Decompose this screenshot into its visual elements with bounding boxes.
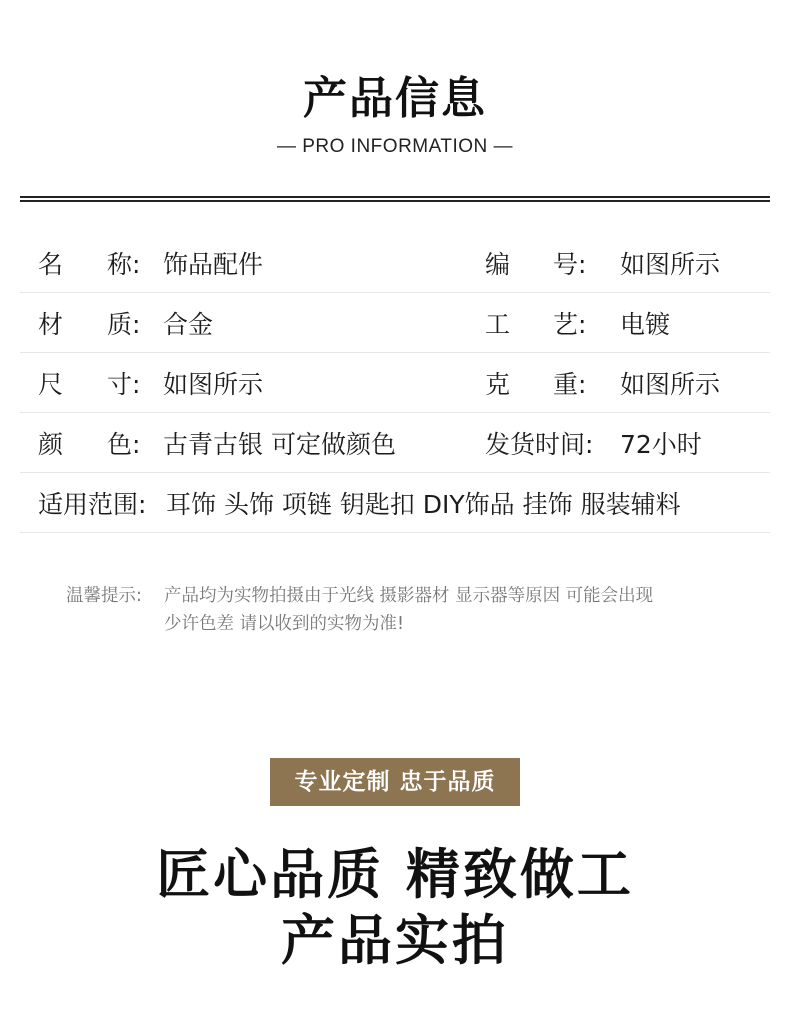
- spec-row: [20, 233, 770, 293]
- spec-value: 电镀: [620, 310, 671, 339]
- spec-label: 寸:: [107, 370, 141, 399]
- headline: 匠心品质 精致做工: [156, 843, 634, 906]
- spec-value: 如图所示: [620, 250, 721, 279]
- spec-value: 耳饰 头饰 项链 钥匙扣 DIY饰品 挂饰 服装辅料: [166, 490, 681, 519]
- badge: 专业定制 忠于品质: [270, 758, 520, 806]
- spec-label: 号:: [553, 250, 587, 279]
- spec-table: [20, 233, 770, 533]
- spec-label: 发货时间:: [485, 430, 594, 459]
- spec-label: 工: [485, 310, 511, 339]
- notice-label: 温馨提示:: [66, 586, 142, 606]
- spec-label: 克: [485, 370, 511, 399]
- spec-value: 如图所示: [620, 370, 721, 399]
- spec-label: 艺:: [553, 310, 587, 339]
- section-title: 产品信息: [303, 73, 487, 124]
- spec-label: 颜: [38, 430, 64, 459]
- notice-text: 少许色差 请以收到的实物为准!: [164, 614, 405, 634]
- spec-label: 适用范围:: [38, 490, 147, 519]
- spec-label: 质:: [107, 310, 141, 339]
- spec-value: 如图所示: [163, 370, 264, 399]
- spec-row: [20, 413, 770, 473]
- spec-label: 材: [38, 310, 64, 339]
- headline: 产品实拍: [281, 909, 509, 972]
- notice-text: 产品均为实物拍摄由于光线 摄影器材 显示器等原因 可能会出现: [164, 586, 654, 606]
- spec-label: 名: [38, 250, 64, 279]
- spec-row-usage: [20, 473, 770, 533]
- spec-value: 合金: [163, 310, 214, 339]
- spec-value: 72小时: [620, 430, 702, 459]
- section-subtitle: — PRO INFORMATION —: [276, 136, 514, 157]
- spec-label: 称:: [107, 250, 141, 279]
- double-divider: [20, 196, 770, 202]
- spec-label: 尺: [38, 370, 64, 399]
- spec-value: 饰品配件: [163, 250, 264, 279]
- spec-label: 色:: [107, 430, 141, 459]
- spec-row: [20, 353, 770, 413]
- spec-row: [20, 293, 770, 353]
- spec-value: 古青古银 可定做颜色: [163, 430, 396, 459]
- spec-label: 编: [485, 250, 511, 279]
- spec-label: 重:: [553, 370, 587, 399]
